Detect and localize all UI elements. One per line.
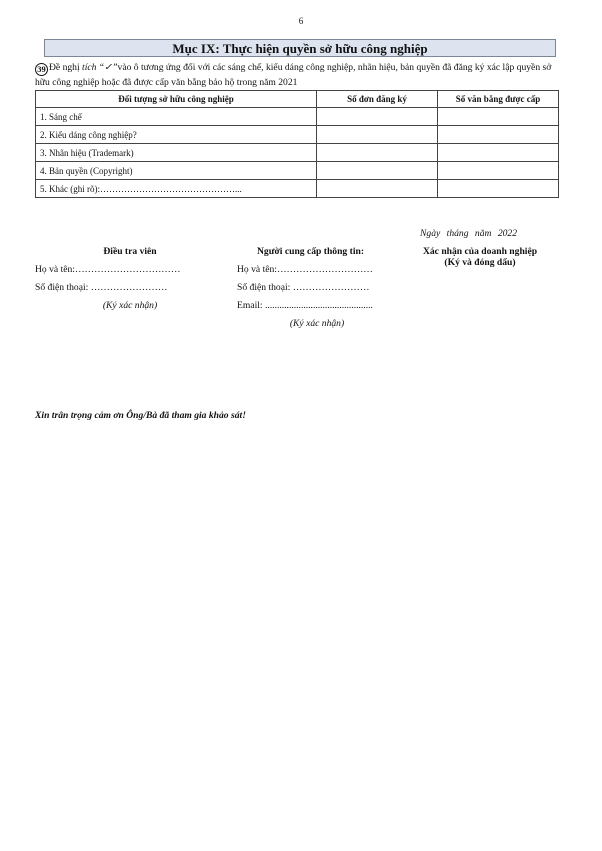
table-row bbox=[36, 144, 559, 162]
row-label: 1. Sáng chế bbox=[36, 108, 317, 126]
investigator-name-line: Họ và tên:…………………………… bbox=[35, 264, 181, 275]
application-count-cell[interactable] bbox=[317, 180, 438, 198]
question-text-after: vào ô tương ứng đối với các sáng chế, kiểu dáng công nghiệp, nhãn hiệu, bản quyền đã đăng ký xác lập quyền sở hữu công nghiệp hoặc đã được cấp văn bằng bảo hộ trong năm 2021 bbox=[35, 62, 552, 88]
ip-registration-table bbox=[35, 90, 559, 198]
thank-you-note: Xin trân trọng cảm ơn Ông/Bà đã tham gia khảo sát! bbox=[35, 410, 246, 421]
row-label: 5. Khác (ghi rõ):………………………………………... bbox=[36, 180, 317, 198]
question-text-before: Đề nghị bbox=[49, 62, 83, 73]
header-certificate-count: Số văn bằng được cấp bbox=[438, 91, 559, 108]
certificate-count-cell[interactable] bbox=[438, 144, 559, 162]
row-label: 3. Nhãn hiệu (Trademark) bbox=[36, 144, 317, 162]
provider-signature-block bbox=[237, 246, 397, 329]
certificate-count-cell[interactable] bbox=[438, 126, 559, 144]
investigator-phone-line: Số điện thoại: …………………… bbox=[35, 282, 168, 293]
provider-title: Người cung cấp thông tin: bbox=[257, 246, 365, 257]
row-label: 4. Bản quyền (Copyright) bbox=[36, 162, 317, 180]
certificate-count-cell[interactable] bbox=[438, 162, 559, 180]
investigator-signature-block bbox=[35, 246, 225, 311]
tick-instruction: tích “✓” bbox=[82, 62, 118, 73]
enterprise-subtitle: (Ký và đóng dấu) bbox=[444, 257, 516, 268]
table-row bbox=[36, 108, 559, 126]
enterprise-confirmation-block bbox=[410, 246, 550, 268]
page-number: 6 bbox=[298, 16, 304, 26]
table-row bbox=[36, 180, 559, 198]
table-row bbox=[36, 162, 559, 180]
header-application-count: Số đơn đăng ký bbox=[317, 91, 438, 108]
section-title: Mục IX: Thực hiện quyền sở hữu công nghiệp bbox=[44, 39, 556, 57]
application-count-cell[interactable] bbox=[317, 126, 438, 144]
application-count-cell[interactable] bbox=[317, 162, 438, 180]
table-row bbox=[36, 126, 559, 144]
certificate-count-cell[interactable] bbox=[438, 108, 559, 126]
certificate-count-cell[interactable] bbox=[438, 180, 559, 198]
provider-name-line: Họ và tên:………………………… bbox=[237, 264, 373, 275]
question-number-badge: 39 bbox=[35, 63, 48, 76]
header-ip-object: Đối tượng sở hữu công nghiệp bbox=[36, 91, 317, 108]
investigator-title: Điều tra viên bbox=[103, 246, 157, 257]
date-line: Ngày tháng năm 2022 bbox=[420, 228, 518, 239]
question-39 bbox=[35, 61, 557, 89]
provider-email-line: Email: ............................................. bbox=[237, 300, 373, 311]
application-count-cell[interactable] bbox=[317, 108, 438, 126]
investigator-sign-note: (Ký xác nhận) bbox=[102, 300, 158, 311]
application-count-cell[interactable] bbox=[317, 144, 438, 162]
table-header-row bbox=[36, 91, 559, 108]
provider-sign-note: (Ký xác nhận) bbox=[289, 318, 345, 329]
provider-phone-line: Số điện thoại: …………………… bbox=[237, 282, 370, 293]
row-label: 2. Kiểu dáng công nghiệp? bbox=[36, 126, 317, 144]
enterprise-title: Xác nhận của doanh nghiệp bbox=[422, 246, 538, 257]
